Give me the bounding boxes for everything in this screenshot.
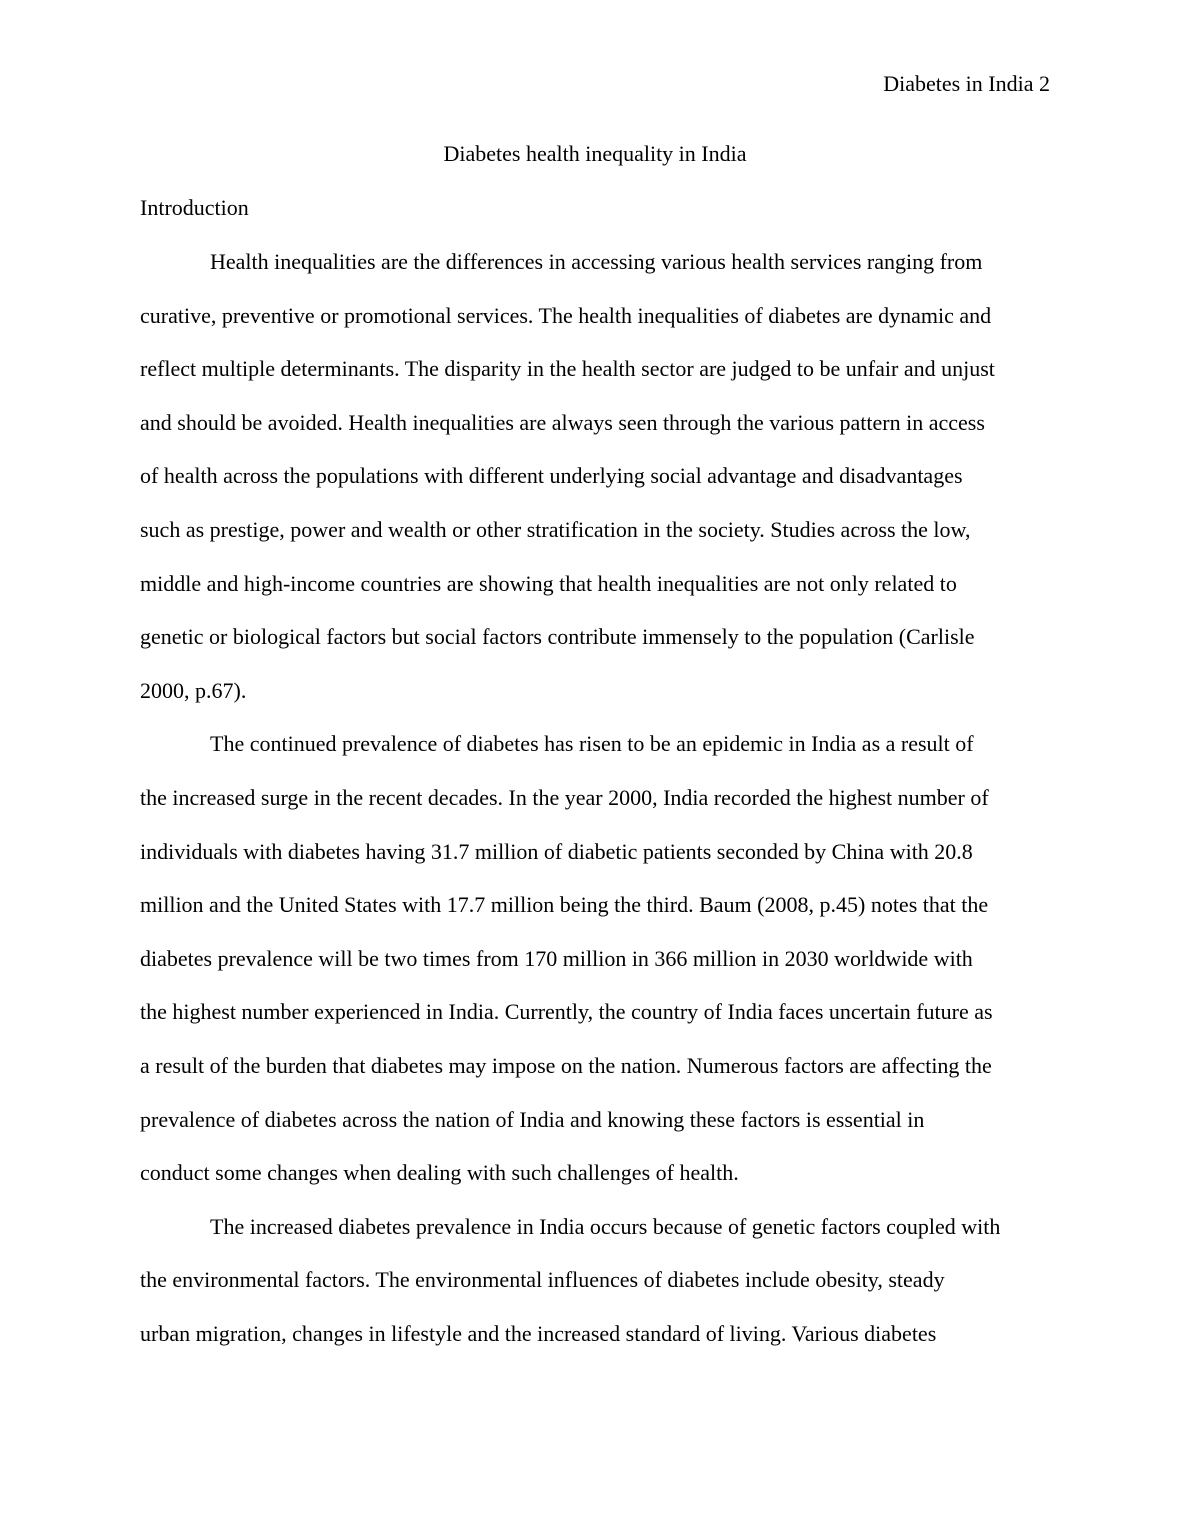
text-line: of health across the populations with different underlying social advantage and disadvantages bbox=[140, 463, 963, 489]
text-line: individuals with diabetes having 31.7 million of diabetic patients seconded by China with 20.8 bbox=[140, 838, 973, 864]
text-line: diabetes prevalence will be two times from 170 million in 366 million in 2030 worldwide with bbox=[140, 945, 973, 971]
text-line: genetic or biological factors but social factors contribute immensely to the population (Carlisle bbox=[140, 624, 975, 650]
text-line: 2000, p.67). bbox=[140, 677, 247, 703]
document-title: Diabetes health inequality in India bbox=[443, 141, 747, 166]
body-text bbox=[140, 235, 1050, 1360]
text-line: middle and high-income countries are showing that health inequalities are not only related to bbox=[140, 570, 957, 596]
text-line: The continued prevalence of diabetes has risen to be an epidemic in India as a result of bbox=[210, 731, 974, 757]
text-line: a result of the burden that diabetes may impose on the nation. Numerous factors are affecting the bbox=[140, 1052, 992, 1078]
text-line: The increased diabetes prevalence in India occurs because of genetic factors coupled with bbox=[210, 1213, 1001, 1239]
text-line: Health inequalities are the differences in accessing various health services ranging from bbox=[210, 249, 983, 274]
text-line: such as prestige, power and wealth or other stratification in the society. Studies across the low, bbox=[140, 516, 971, 542]
text-line: curative, preventive or promotional services. The health inequalities of diabetes are dynamic and bbox=[140, 302, 992, 328]
text-line: and should be avoided. Health inequalities are always seen through the various pattern in access bbox=[140, 409, 985, 435]
text-line: the environmental factors. The environmental influences of diabetes include obesity, steady bbox=[140, 1267, 945, 1293]
text-line: the highest number experienced in India. Currently, the country of India faces uncertain future as bbox=[140, 999, 993, 1025]
text-line: conduct some changes when dealing with such challenges of health. bbox=[140, 1160, 739, 1186]
section-heading: Introduction bbox=[140, 195, 249, 220]
text-line: urban migration, changes in lifestyle and the increased standard of living. Various diabetes bbox=[140, 1320, 937, 1346]
text-line: million and the United States with 17.7 million being the third. Baum (2008, p.45) notes that the bbox=[140, 892, 989, 918]
text-line: the increased surge in the recent decades. In the year 2000, India recorded the highest number of bbox=[140, 784, 989, 810]
text-line: reflect multiple determinants. The disparity in the health sector are judged to be unfair and unjust bbox=[140, 356, 995, 382]
text-line: prevalence of diabetes across the nation of India and knowing these factors is essential in bbox=[140, 1106, 925, 1132]
running-head: Diabetes in India 2 bbox=[883, 71, 1050, 96]
